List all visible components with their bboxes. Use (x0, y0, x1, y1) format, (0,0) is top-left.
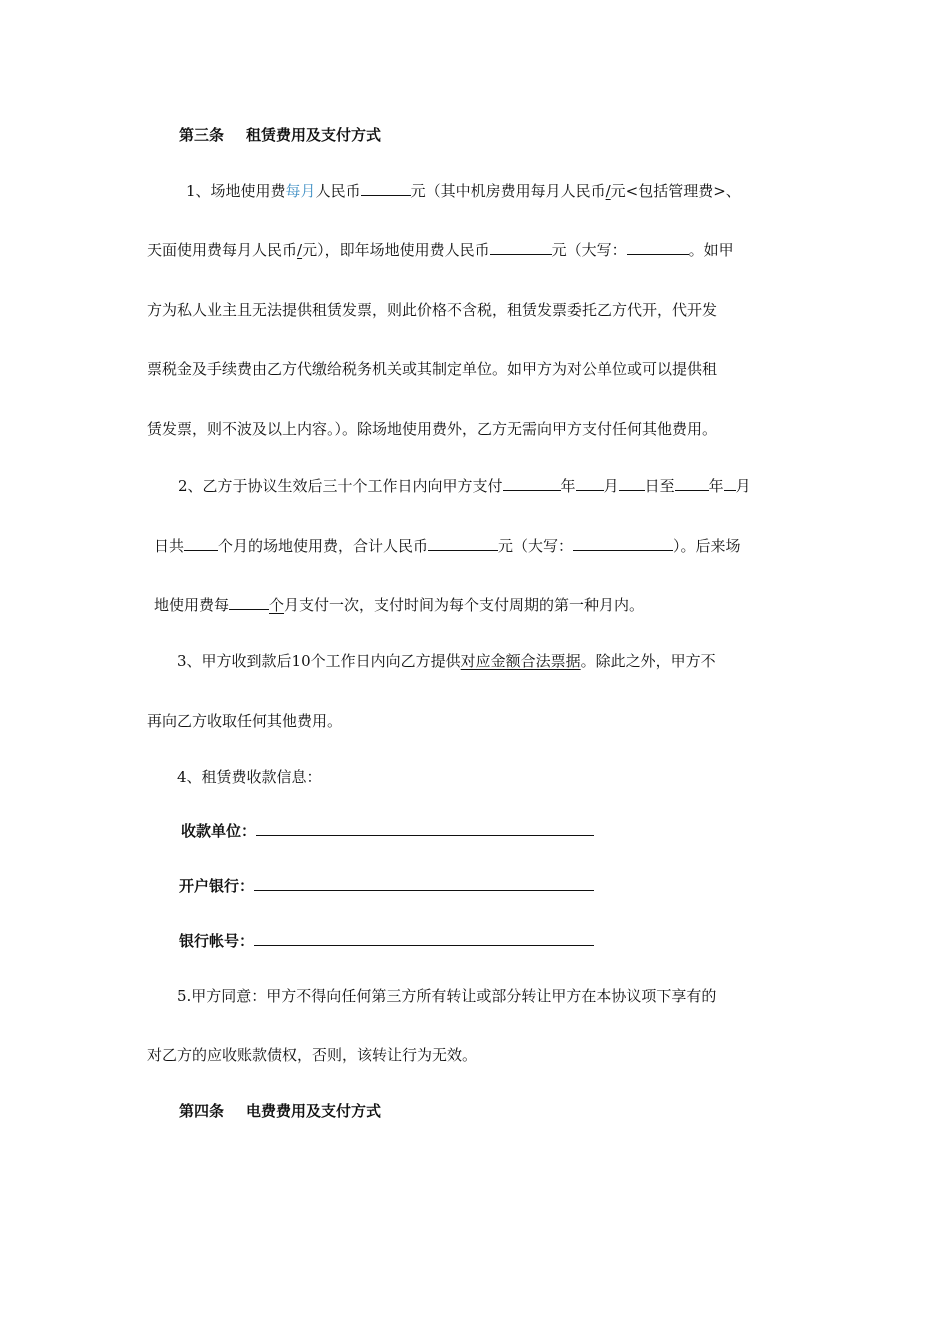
clause-1-line-5: 赁发票，则不波及以上内容。）。除场地使用费外，乙方无需向甲方支付任何其他费用。 (147, 420, 718, 438)
article-4-title: 电费费用及支付方式 (246, 1102, 382, 1120)
payee-row (181, 820, 594, 842)
clause-1-line-1: 1、场地使用费每月人民币 元（其中机房费用每月人民币/元<包括管理费>、 (186, 182, 741, 200)
clause-2-line-3: 地使用费每 个月支付一次，支付时间为每个支付周期的第一种月内。 (154, 596, 645, 614)
clause-2-line-1: 2、乙方于协议生效后三十个工作日内向甲方支付 年 月 日至 年 月 (178, 477, 751, 495)
article-4-number: 第四条 (179, 1102, 225, 1120)
clause-2-line-2: 日共 个月的场地使用费，合计人民币 元（大写： ）。后来场 (154, 537, 741, 555)
clause-5-line-2: 对乙方的应收账款债权，否则，该转让行为无效。 (147, 1046, 478, 1064)
invoice-underlined: 对应金额合法票据 (460, 652, 581, 670)
blank-monthly-fee (361, 181, 411, 196)
clause-1-line-2: 天面使用费每月人民币/元），即年场地使用费人民币 元（大写： 。如甲 (147, 241, 734, 259)
bank-blank (254, 876, 594, 891)
bank-row (179, 875, 594, 897)
article-3-title: 租赁费用及支付方式 (246, 126, 382, 144)
clause-3-line-2: 再向乙方收取任何其他费用。 (147, 712, 343, 730)
clause-1-line-4: 票税金及手续费由乙方代缴给税务机关或其制定单位。如甲方为对公单位或可以提供租 (147, 360, 718, 378)
blank-annual-fee-words (627, 240, 689, 255)
blank-annual-fee (490, 240, 552, 255)
clause-3-line-1: 3、甲方收到款后10个工作日内向乙方提供对应金额合法票据。除此之外，甲方不 (177, 652, 716, 670)
clause-5-line-1: 5.甲方同意：甲方不得向任何第三方所有转让或部分转让甲方在本协议项下享有的 (177, 987, 717, 1005)
payee-blank (256, 821, 594, 836)
account-row (179, 930, 594, 952)
article-4-heading (179, 1100, 381, 1122)
bank-label: 开户银行： (179, 877, 255, 895)
article-3-number: 第三条 (179, 126, 225, 144)
article-3-heading (179, 124, 381, 146)
clause-4-title: 4、租赁费收款信息： (177, 768, 322, 786)
account-label: 银行帐号： (179, 932, 255, 950)
account-blank (254, 931, 594, 946)
payee-label: 收款单位： (181, 822, 257, 840)
clause-1-line-3: 方为私人业主且无法提供租赁发票，则此价格不含税，租赁发票委托乙方代开，代开发 (147, 301, 718, 319)
